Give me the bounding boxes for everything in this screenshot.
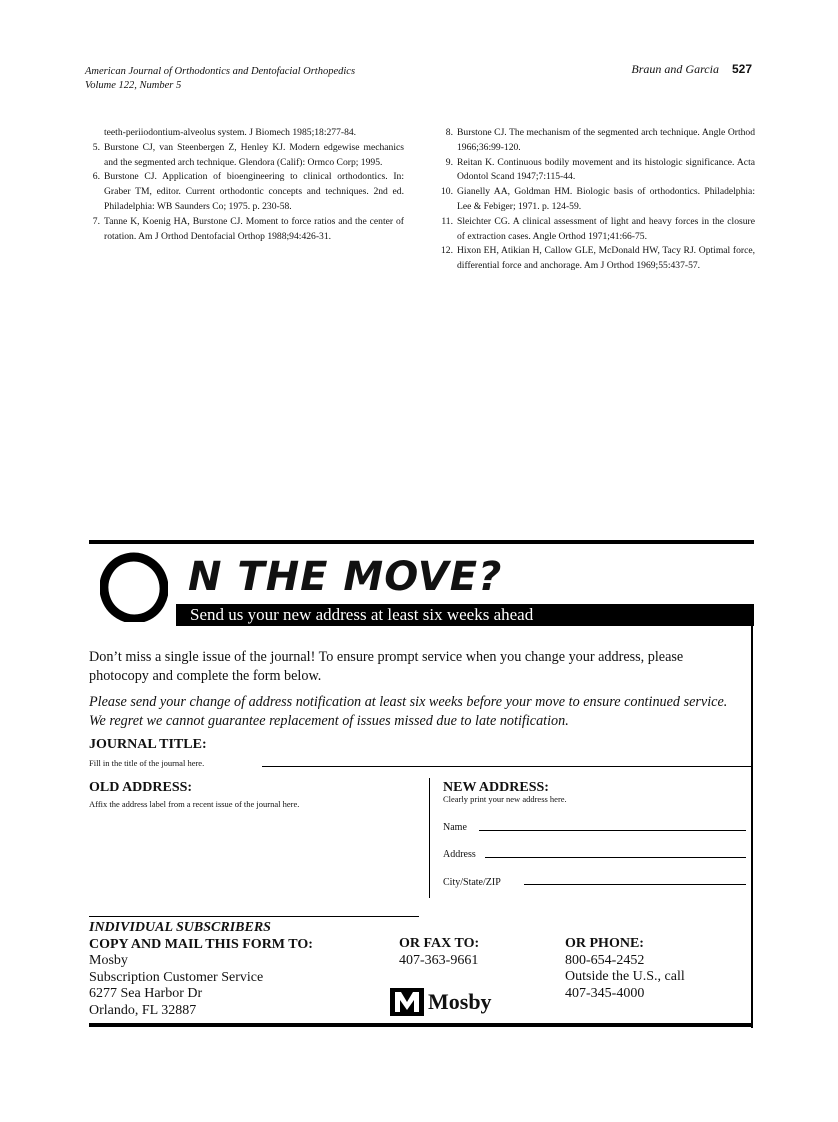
address-field-label: Address: [443, 849, 476, 860]
ad-notice-paragraph: Please send your change of address notification at least six weeks before your move to ensure continued service. We regret we cannot guarantee replacement of issues missed due to late notification.: [89, 694, 728, 729]
phone-label: OR PHONE:: [565, 936, 644, 951]
reference-item: 6. Burstone CJ. Application of bioengineering to clinical orthodontics. In: Graber TM, editor. Current orthodontic concepts and techniques. 2nd ed. Philadelphia: WB Saunders Co; 1975. p. 230-58.: [92, 171, 404, 212]
copy-mail-heading: COPY AND MAIL THIS FORM TO:: [89, 936, 313, 952]
big-o-logo-icon: [100, 552, 168, 622]
new-address-hint: Clearly print your new address here.: [443, 794, 567, 804]
phone-outside-number: 407-345-4000: [565, 985, 645, 1001]
journal-title-hint: Fill in the title of the journal here.: [89, 758, 205, 768]
journal-volume: Volume 122, Number 5: [85, 80, 182, 91]
ad-frame-right: [751, 604, 753, 1028]
individual-subscribers-heading: INDIVIDUAL SUBSCRIBERS: [89, 920, 271, 935]
reference-item: 11. Sleichter CG. A clinical assessment of light and heavy forces in the closure of extraction cases. Angle Orthod 1971;41:66-75.: [441, 215, 755, 242]
address-field[interactable]: [485, 857, 746, 858]
phone-block: [565, 936, 685, 1002]
phone-outside-label: Outside the U.S., call: [565, 969, 685, 984]
ad-title: N THE MOVE?: [188, 554, 503, 600]
journal-name: American Journal of Orthodontics and Dentofacial Orthopedics: [85, 66, 356, 77]
references-right-column: [441, 126, 755, 274]
phone-number: 800-654-2452: [565, 952, 645, 968]
mosby-logo: [390, 988, 492, 1016]
reference-item: 9. Reitan K. Continuous bodily movement and its histologic significance. Acta Odontol Scand 1947;7:115-44.: [445, 156, 755, 183]
running-header-page: [631, 62, 752, 77]
reference-item: 7. Tanne K, Koenig HA, Burstone CJ. Moment to force ratios and the center of rotation. Am J Orthod Dentofacial Orthop 1988;94:426-31.: [92, 215, 404, 242]
name-field-label: Name: [443, 822, 467, 833]
ad-top-rule: [89, 540, 754, 544]
running-header-journal: [85, 65, 355, 93]
mosby-m-icon: [390, 988, 424, 1016]
fax-number: 407-363-9661: [399, 952, 479, 968]
mail-line: Orlando, FL 32887: [89, 1002, 197, 1018]
journal-title-field[interactable]: [262, 766, 752, 767]
running-header-authors: Braun and Garcia: [631, 62, 719, 76]
page-number: 527: [731, 62, 752, 76]
reference-item: 8. Burstone CJ. The mechanism of the segmented arch technique. Angle Orthod 1966;36:99-120.: [445, 127, 755, 153]
fax-block: [399, 936, 479, 969]
ad-intro-paragraph: Don’t miss a single issue of the journal! To ensure prompt service when you change your address, please photocopy and complete the form below.: [89, 649, 684, 684]
ad-frame-bottom: [89, 1023, 753, 1027]
subscribers-rule: [89, 916, 419, 917]
address-divider: [429, 778, 430, 898]
old-address-label: OLD ADDRESS:: [89, 780, 193, 795]
mail-line: Subscription Customer Service: [89, 969, 264, 985]
reference-item: teeth-periiodontium-alveolus system. J Biomech 1985;18:277-84.: [104, 127, 357, 138]
city-field-label: City/State/ZIP: [443, 877, 501, 888]
ad-banner: Send us your new address at least six weeks ahead: [176, 604, 754, 626]
city-state-zip-field[interactable]: [524, 884, 746, 885]
reference-item: 5. Burstone CJ, van Steenbergen Z, Henley KJ. Modern edgewise mechanics and the segmented arch technique. Glendora (Calif): Ormco Corp; 1995.: [92, 141, 404, 168]
reference-item: 10. Gianelly AA, Goldman HM. Biologic basis of orthodontics. Philadelphia: Lee & Febiger; 1971. p. 124-59.: [441, 186, 755, 212]
new-address-label: NEW ADDRESS:: [443, 780, 549, 795]
old-address-hint: Affix the address label from a recent issue of the journal here.: [89, 799, 300, 809]
mail-to-block: [89, 920, 313, 1019]
mail-line: Mosby: [89, 953, 128, 968]
name-field[interactable]: [479, 830, 746, 831]
references-left-column: [92, 126, 404, 244]
journal-title-label: JOURNAL TITLE:: [89, 737, 207, 752]
fax-label: OR FAX TO:: [399, 936, 480, 951]
reference-item: 12. Hixon EH, Atikian H, Callow GLE, McDonald HW, Tacy RJ. Optimal force, differential force and anchorage. Am J Orthod 1969;55:437-57.: [441, 245, 755, 272]
mail-line: 6277 Sea Harbor Dr: [89, 986, 203, 1001]
mosby-logo-text: Mosby: [428, 989, 492, 1014]
